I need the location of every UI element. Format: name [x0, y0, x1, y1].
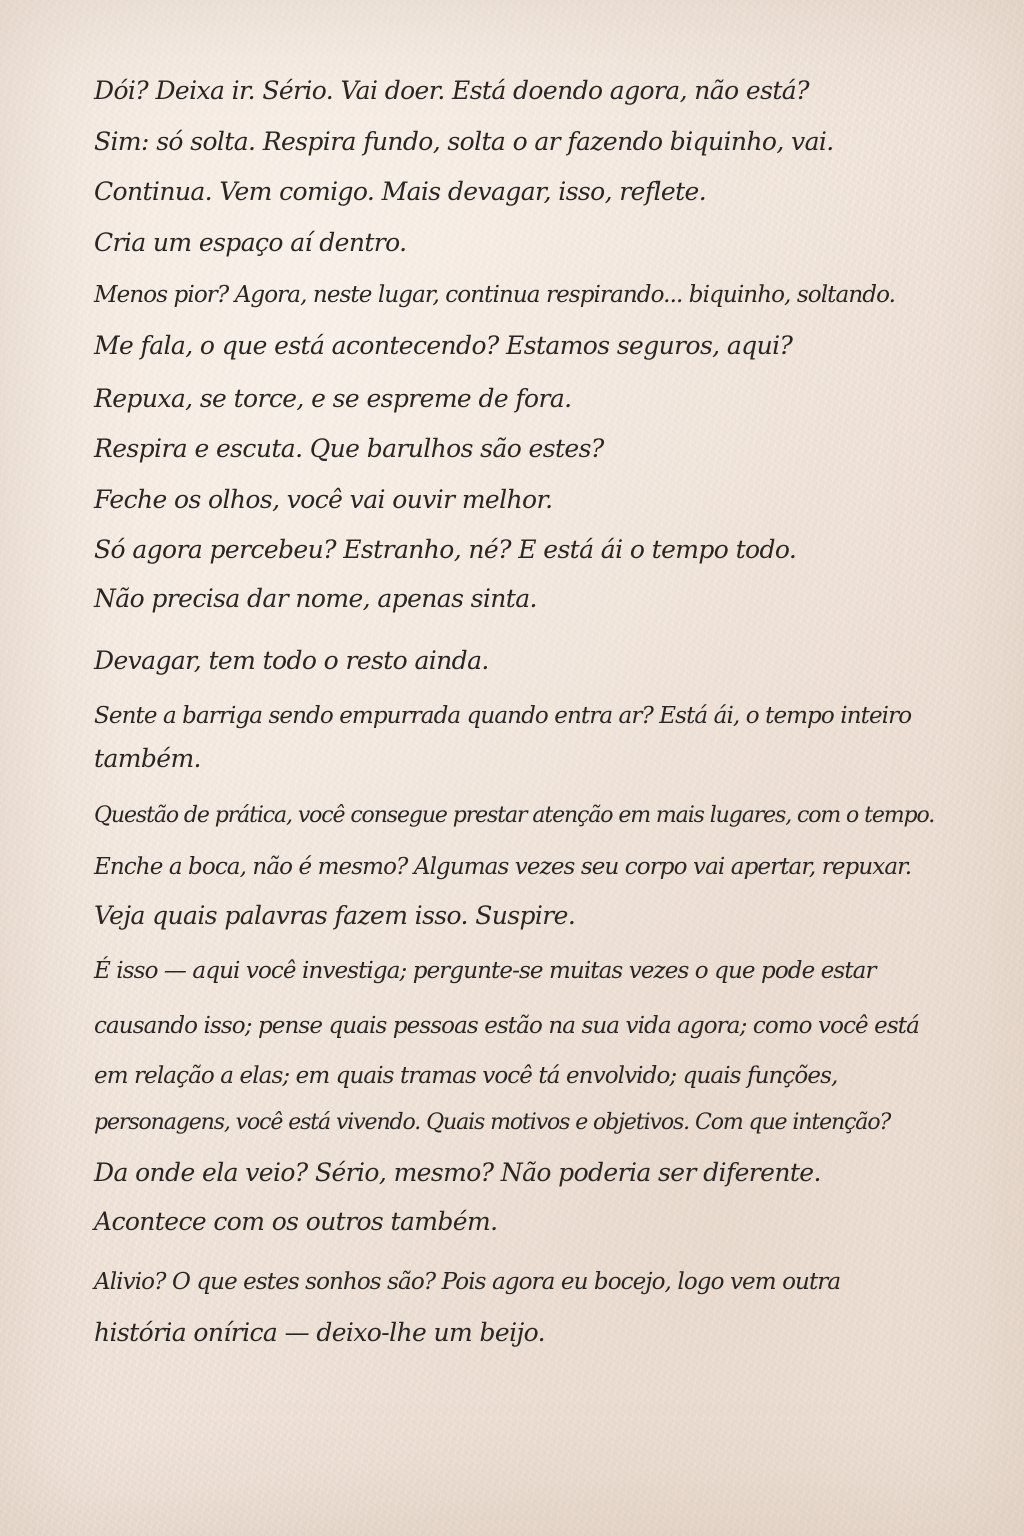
poem-line-22: Da onde ela veio? Sério, mesmo? Não poderia ser diferente. [94, 1158, 821, 1187]
poem-line-17: Veja quais palavras fazem isso. Suspire. [94, 901, 576, 930]
poem-line-21: personagens, você está vivendo. Quais motivos e objetivos. Com que intenção? [94, 1110, 891, 1135]
poem-line-16: Enche a boca, não é mesmo? Algumas vezes seu corpo vai apertar, repuxar. [94, 854, 912, 880]
poem-line-13: Sente a barriga sendo empurrada quando entra ar? Está ái, o tempo inteiro [94, 703, 912, 729]
poem-line-10: Só agora percebeu? Estranho, né? E está ái o tempo todo. [94, 535, 797, 564]
poem-line-6: Me fala, o que está acontecendo? Estamos seguros, aqui? [94, 331, 793, 360]
poem-line-7: Repuxa, se torce, e se espreme de fora. [94, 384, 572, 413]
poem-line-20: em relação a elas; em quais tramas você tá envolvido; quais funções, [94, 1063, 838, 1089]
poem-line-24: Alivio? O que estes sonhos são? Pois agora eu bocejo, logo vem outra [94, 1269, 841, 1295]
poem-line-2: Sim: só solta. Respira fundo, solta o ar fazendo biquinho, vai. [94, 127, 834, 156]
poem-line-11: Não precisa dar nome, apenas sinta. [94, 584, 537, 613]
poem-line-23: Acontece com os outros também. [94, 1207, 498, 1236]
poem-line-3: Continua. Vem comigo. Mais devagar, isso, reflete. [94, 177, 707, 206]
poem-line-15: Questão de prática, você consegue prestar atenção em mais lugares, com o tempo. [94, 803, 935, 828]
poem-line-5: Menos pior? Agora, neste lugar, continua respirando... biquinho, soltando. [94, 282, 896, 308]
poem-line-4: Cria um espaço aí dentro. [94, 228, 407, 257]
poem-line-19: causando isso; pense quais pessoas estão na sua vida agora; como você está [94, 1013, 919, 1039]
poem-line-18: É isso — aqui você investiga; pergunte-se muitas vezes o que pode estar [94, 958, 876, 984]
poem-line-14: também. [94, 744, 201, 773]
poem-line-12: Devagar, tem todo o resto ainda. [94, 646, 489, 675]
poem-line-9: Feche os olhos, você vai ouvir melhor. [94, 485, 553, 514]
poem-line-8: Respira e escuta. Que barulhos são estes? [94, 434, 604, 463]
poem-line-1: Dói? Deixa ir. Sério. Vai doer. Está doendo agora, não está? [94, 76, 809, 105]
poem-line-25: história onírica — deixo-lhe um beijo. [94, 1318, 546, 1347]
